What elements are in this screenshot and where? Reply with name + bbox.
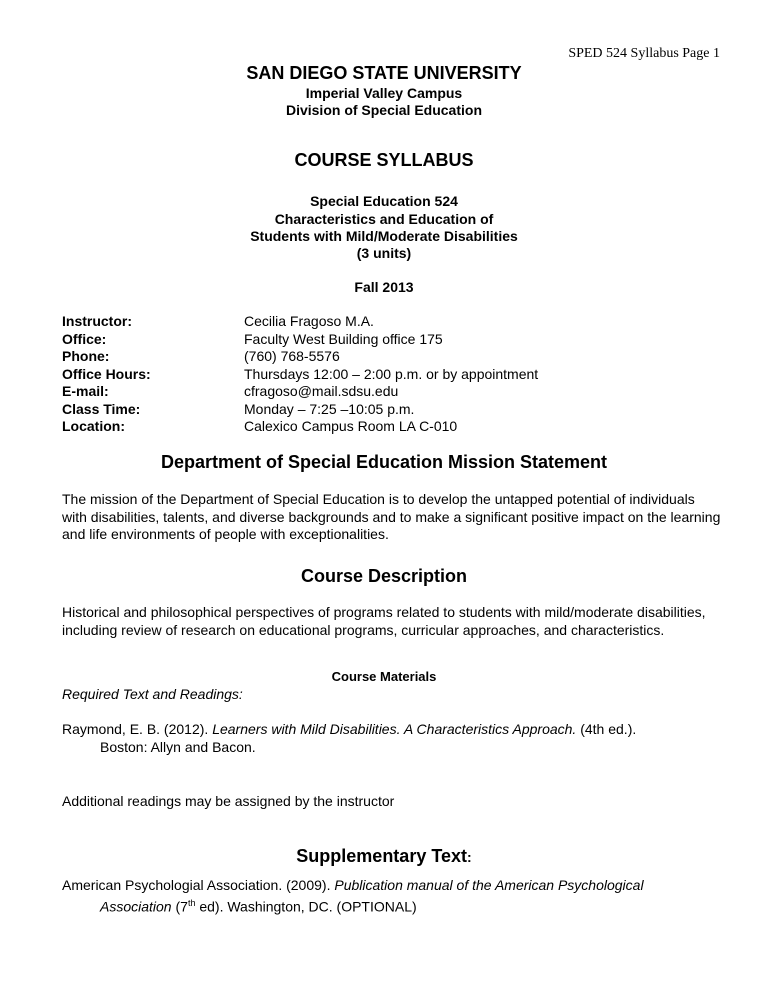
ref-edition: (4th ed.). [576,721,637,737]
info-row-phone [62,348,538,366]
supplementary-heading [0,846,768,867]
info-value: Monday – 7:25 –10:05 p.m. [244,400,415,417]
ref-title: Learners with Mild Disabilities. A Characteristics Approach. [212,721,577,737]
info-value: Faculty West Building office 175 [244,330,443,347]
info-row-class-time [62,401,538,419]
info-label: Office Hours: [62,365,151,382]
supp-ref-publisher: ed). Washington, DC. (OPTIONAL) [195,898,417,915]
info-value: (760) 768-5576 [244,348,340,364]
document-title: COURSE SYLLABUS [294,150,474,170]
description-text: Historical and philosophical perspectives of programs related to students with mild/moderate disabilities, including review of research on educational programs, curricular approaches, and characteristics. [62,604,706,638]
info-label: Office: [62,330,107,347]
division-name: Division of Special Education [285,102,483,118]
supplementary-text-reference [62,877,722,916]
info-value: Thursdays 12:00 – 2:00 p.m. or by appointment [244,365,539,382]
supp-ref-author: American Psychologial Association. (2009). [62,877,335,893]
info-row-location [62,418,538,436]
info-row-office [62,331,538,349]
mission-heading: Department of Special Education Mission Statement [160,452,608,472]
ref-publisher: Boston: Allyn and Bacon. [100,738,256,755]
required-readings-label: Required Text and Readings: [62,686,243,702]
description-heading: Course Description [300,566,468,586]
info-label: Phone: [62,348,110,364]
course-title-line-1: Characteristics and Education of [274,211,494,227]
required-text-reference [62,721,722,756]
course-units: (3 units) [356,245,412,261]
info-row-instructor [62,313,538,331]
mission-text: The mission of the Department of Special Education is to develop the untapped potential of individuals with disabilities, talents, and diverse backgrounds and to make a significant positive impact on the learning and life environments of people with exceptionalities. [62,491,721,542]
info-label: Location: [62,418,125,434]
course-number: Special Education 524 [310,193,458,209]
info-row-office-hours [62,366,538,384]
supp-ref-edition: (7 [171,898,188,915]
additional-readings-note: Additional readings may be assigned by the instructor [62,793,395,809]
supplementary-heading-text: Supplementary Text [296,846,468,866]
materials-heading: Course Materials [331,669,437,684]
page-header: SPED 524 Syllabus Page 1 [568,46,720,61]
info-row-email [62,383,538,401]
term: Fall 2013 [354,279,414,295]
supplementary-colon: : [467,849,472,865]
course-info-table [62,313,538,436]
campus-name: Imperial Valley Campus [305,85,463,101]
info-label: Class Time: [62,400,141,417]
university-name: SAN DIEGO STATE UNIVERSITY [246,63,522,83]
info-value: Cecilia Fragoso M.A. [244,313,374,329]
supp-ref-edition-sup: th [187,897,196,908]
info-value: Calexico Campus Room LA C-010 [244,418,458,434]
ref-author: Raymond, E. B. (2012). [62,721,213,737]
info-label: Instructor: [62,313,132,329]
course-title-line-2: Students with Mild/Moderate Disabilities [250,228,518,244]
supp-ref-title-cont: Association [100,898,172,915]
info-label: E-mail: [62,383,109,399]
info-value: cfragoso@mail.sdsu.edu [244,383,399,399]
supp-ref-title: Publication manual of the American Psychological [334,877,644,893]
